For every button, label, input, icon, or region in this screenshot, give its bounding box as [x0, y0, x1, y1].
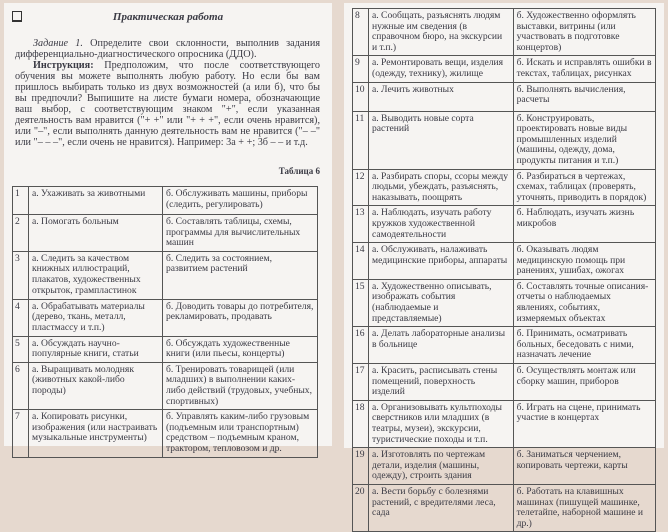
questionnaire-table-left [12, 186, 318, 458]
option-b: б. Тренировать товарищей (или младших) в выполнении каких-либо действий (трудовых, учебных, спортивных) [162, 362, 317, 409]
option-a: а. Обслуживать, налаживать медицинские приборы, аппараты [369, 243, 514, 280]
option-b: б. Конструировать, проектировать новые виды промышленных изделий (машины, одежду, дома, продукты питания и т.п.) [513, 111, 655, 169]
table-row [353, 484, 656, 531]
row-number: 11 [353, 111, 369, 169]
option-b: б. Художественно оформлять выставки, витрины (или участвовать в подготовке концертов) [513, 9, 655, 56]
table-row [353, 56, 656, 82]
option-a: а. Вести борьбу с болезнями растений, с вредителями леса, сада [369, 484, 514, 531]
option-a: а. Ремонтировать вещи, изделия (одежду, технику), жилище [369, 56, 514, 82]
option-b: б. Обсуждать художественные книги (или пьесы, концерты) [162, 336, 317, 362]
option-b: б. Играть на сцене, принимать участие в концертах [513, 400, 655, 447]
table-row [13, 187, 318, 215]
option-b: б. Наблюдать, изучать жизнь микробов [513, 206, 655, 243]
option-b: б. Управлять каким-либо грузовым (подъемным или транспортным) средством – подъемным краном, трактором, тепловозом и др. [162, 410, 317, 457]
row-number: 4 [13, 299, 29, 336]
option-a: а. Изготовлять по чертежам детали, изделия (машины, одежду), строить здания [369, 448, 514, 485]
option-a: а. Обрабатывать материалы (дерево, ткань, металл, пластмассу и т.п.) [29, 299, 163, 336]
table-row [353, 206, 656, 243]
row-number: 12 [353, 169, 369, 206]
option-a: а. Наблюдать, изучать работу кружков художественной самодеятельности [369, 206, 514, 243]
table-row [353, 9, 656, 56]
option-a: а. Организовывать культпоходы сверстников или младших (в театры, музеи), экскурсии, туристические походы и т.п. [369, 400, 514, 447]
row-number: 18 [353, 400, 369, 447]
table-row [353, 448, 656, 485]
option-b: б. Выполнять вычисления, расчеты [513, 82, 655, 111]
table-row [353, 111, 656, 169]
option-b: б. Осуществлять монтаж или сборку машин, приборов [513, 364, 655, 401]
left-page [4, 3, 332, 454]
table-row [353, 82, 656, 111]
table-label: Таблица 6 [278, 166, 320, 176]
option-b: б. Принимать, осматривать больных, беседовать с ними, назначать лечение [513, 327, 655, 364]
option-a: а. Лечить животных [369, 82, 514, 111]
option-a: а. Следить за качеством книжных иллюстраций, плакатов, художественных открыток, грампластинок [29, 251, 163, 299]
row-number: 14 [353, 243, 369, 280]
table-row [353, 400, 656, 447]
row-number: 3 [13, 251, 29, 299]
table-row [353, 279, 656, 326]
row-number: 2 [13, 215, 29, 252]
questionnaire-table-right [352, 8, 656, 532]
option-b: б. Доводить товары до потребителя, рекламировать, продавать [162, 299, 317, 336]
option-a: а. Копировать рисунки, изображения (или настраивать музыкальные инструменты) [29, 410, 163, 457]
instruction-label: Инструкция: [33, 60, 94, 71]
option-a: а. Обсуждать научно-популярные книги, статьи [29, 336, 163, 362]
table-row [353, 169, 656, 206]
table-row [13, 336, 318, 362]
row-number: 5 [13, 336, 29, 362]
row-number: 17 [353, 364, 369, 401]
right-page [344, 3, 664, 529]
table-row [13, 299, 318, 336]
page-title: Практическая работа [112, 11, 224, 23]
option-a: а. Помогать больным [29, 215, 163, 252]
row-number: 20 [353, 484, 369, 531]
option-b: б. Работать на клавишных машинах (пишущей машинке, телетайпе, наборной машине и др.) [513, 484, 655, 531]
row-number: 7 [13, 410, 29, 457]
option-b: б. Разбираться в чертежах, схемах, таблицах (проверять, уточнять, приводить в порядок) [513, 169, 655, 206]
option-b: б. Заниматься черчением, копировать чертежи, карты [513, 448, 655, 485]
option-b: б. Составлять точные описания-отчеты о наблюдаемых явлениях, событиях, измеряемых объектах [513, 279, 655, 326]
option-b: б. Искать и исправлять ошибки в текстах, таблицах, рисунках [513, 56, 655, 82]
option-a: а. Художественно описывать, изображать события (наблюдаемые и представляемые) [369, 279, 514, 326]
option-a: а. Ухаживать за животными [29, 187, 163, 215]
table-row [13, 410, 318, 457]
task-text: Определите свои склонности, выполнив задания дифференциально-диагностического опросника (ДДО). [15, 38, 320, 60]
option-b: б. Оказывать людям медицинскую помощь при ранениях, ушибах, ожогах [513, 243, 655, 280]
table-row [13, 215, 318, 252]
option-b: б. Составлять таблицы, схемы, программы для вычислительных машин [162, 215, 317, 252]
row-number: 10 [353, 82, 369, 111]
table-row [13, 362, 318, 409]
option-b: б. Следить за состоянием, развитием растений [162, 251, 317, 299]
option-a: а. Красить, расписывать стены помещений, поверхность изделий [369, 364, 514, 401]
task-label: Задание 1. [33, 38, 83, 49]
instruction-text: Предположим, что после соответствующего обучения вы можете выполнять любую работу. Но если бы вам пришлось выбирать только из двух возможностей (а или б), что бы вы предпочли? Выпишите на листе бумаги номера, обозначающие ваш выбор, с соответствующим знаком "+", если указанная деятельность вам нравится ("+ +" или "+ + +", если очень нравится), или "–", если выполнять данную деятельность вам не нравится ("– –" или "– – –", если очень не нравится). Например: 3а + +; 3б – – и т.д. [15, 60, 320, 148]
option-a: а. Выращивать молодняк (животных какой-либо породы) [29, 362, 163, 409]
option-a: а. Сообщать, разъяснять людям нужные им сведения (в справочном бюро, на экскурсии и т.п.) [369, 9, 514, 56]
table-row [353, 243, 656, 280]
option-a: а. Выводить новые сорта растений [369, 111, 514, 169]
table-row [13, 251, 318, 299]
instructions [15, 38, 320, 148]
table-row [353, 364, 656, 401]
row-number: 16 [353, 327, 369, 364]
row-number: 15 [353, 279, 369, 326]
row-number: 9 [353, 56, 369, 82]
option-b: б. Обслуживать машины, приборы (следить, регулировать) [162, 187, 317, 215]
option-a: а. Разбирать споры, ссоры между людьми, убеждать, разъяснять, наказывать, поощрять [369, 169, 514, 206]
option-a: а. Делать лабораторные анализы в больнице [369, 327, 514, 364]
row-number: 19 [353, 448, 369, 485]
row-number: 6 [13, 362, 29, 409]
row-number: 1 [13, 187, 29, 215]
row-number: 8 [353, 9, 369, 56]
table-row [353, 327, 656, 364]
row-number: 13 [353, 206, 369, 243]
